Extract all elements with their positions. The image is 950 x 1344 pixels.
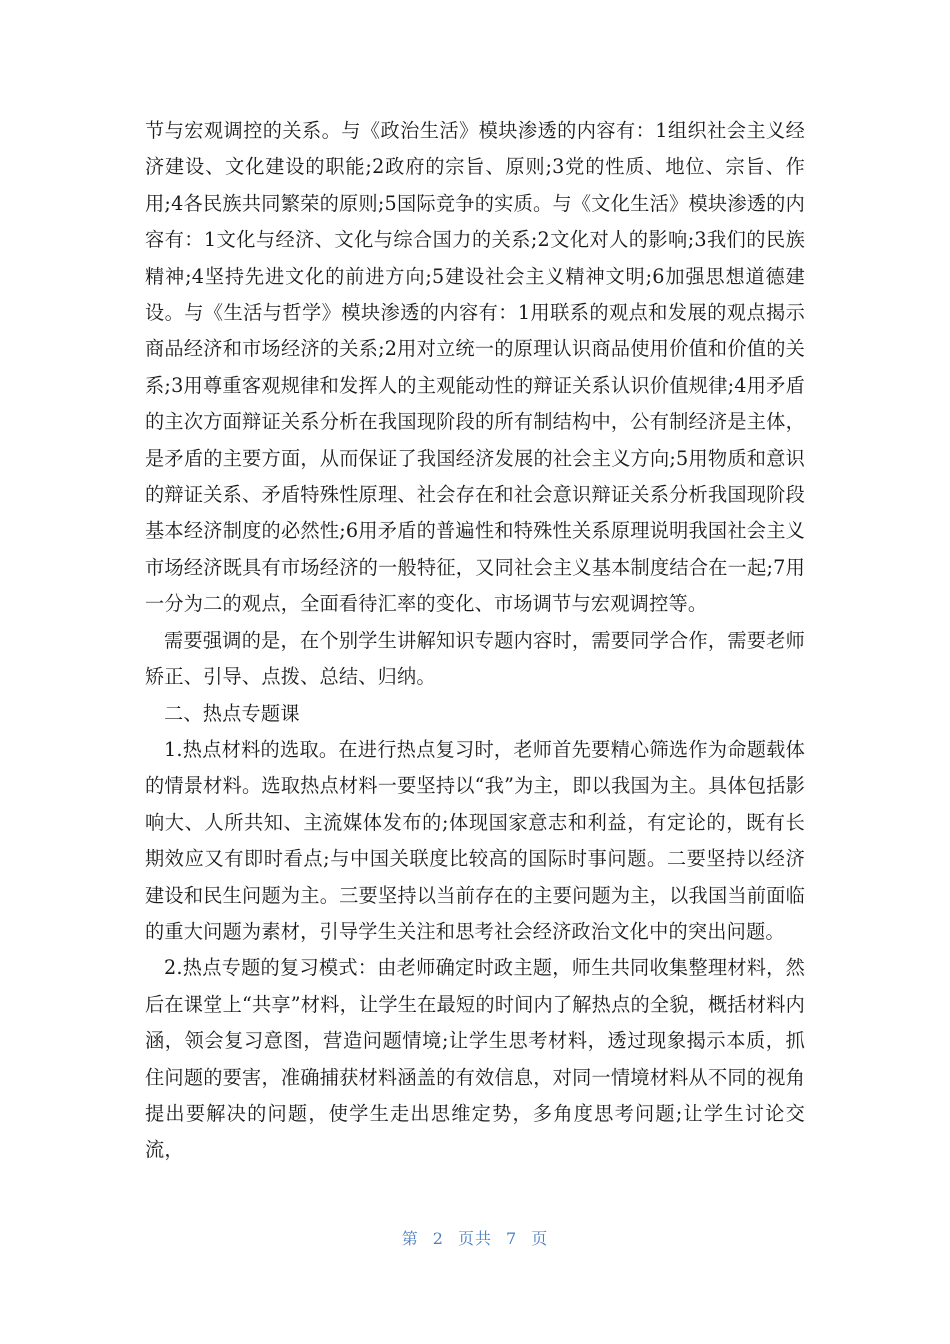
paragraph-3: 1.热点材料的选取。在进行热点复习时，老师首先要精心筛选作为命题载体的情景材料。选取热点材料一要坚持以“我”为主，即以我国为主。具体包括影响大、人所共知、主流媒体发布的;体现国家意志和利益，有定论的，既有长期效应又有即时看点;与中国关联度比较高的国际时事问题。二要坚持以经济建设和民生问题为主。三要坚持以当前存在的主要问题为主，以我国当前面临的重大问题为素材，引导学生关注和思考社会经济政治文化中的突出问题。 bbox=[145, 737, 805, 943]
footer-prefix: 第 bbox=[401, 1229, 419, 1248]
section-heading-hot-topics: 二、热点专题课 bbox=[164, 701, 300, 725]
footer-suffix: 页 bbox=[531, 1229, 549, 1248]
paragraph-2: 需要强调的是，在个别学生讲解知识专题内容时，需要同学合作，需要老师矫正、引导、点拨、总结、归纳。 bbox=[145, 628, 805, 689]
page-footer bbox=[0, 1226, 950, 1249]
footer-current-page: 2 bbox=[432, 1229, 444, 1248]
paragraph-1: 节与宏观调控的关系。与《政治生活》模块渗透的内容有：1组织社会主义经济建设、文化建设的职能;2政府的宗旨、原则;3党的性质、地位、宗旨、作用;4各民族共同繁荣的原则;5国际竞争的实质。与《文化生活》模块渗透的内容有：1文化与经济、文化与综合国力的关系;2文化对人的影响;3我们的民族精神;4坚持先进文化的前进方向;5建设社会主义精神文明;6加强思想道德建设。与《生活与哲学》模块渗透的内容有：1用联系的观点和发展的观点揭示商品经济和市场经济的关系;2用对立统一的原理认识商品使用价值和价值的关系;3用尊重客观规律和发挥人的主观能动性的辩证关系认识价值规律;4用矛盾的主次方面辩证关系分析在我国现阶段的所有制结构中，公有制经济是主体，是矛盾的主要方面，从而保证了我国经济发展的社会主义方向;5用物质和意识的辩证关系、矛盾特殊性原理、社会存在和社会意识辩证关系分析我国现阶段基本经济制度的必然性;6用矛盾的普遍性和特殊性关系原理说明我国社会主义市场经济既具有市场经济的一般特征，又同社会主义基本制度结合在一起;7用一分为二的观点，全面看待汇率的变化、市场调节与宏观调控等。 bbox=[145, 119, 805, 616]
paragraph-4: 2.热点专题的复习模式：由老师确定时政主题，师生共同收集整理材料，然后在课堂上“共享”材料，让学生在最短的时间内了解热点的全貌，概括材料内涵，领会复习意图，营造问题情境;让学生思考材料，透过现象揭示本质，抓住问题的要害，准确捕获材料涵盖的有效信息，对同一情境材料从不同的视角提出要解决的问题，使学生走出思维定势，多角度思考问题;让学生讨论交流， bbox=[145, 956, 805, 1162]
footer-total-pages: 7 bbox=[506, 1229, 518, 1248]
footer-middle: 页共 bbox=[457, 1229, 492, 1248]
document-body bbox=[145, 113, 805, 1169]
